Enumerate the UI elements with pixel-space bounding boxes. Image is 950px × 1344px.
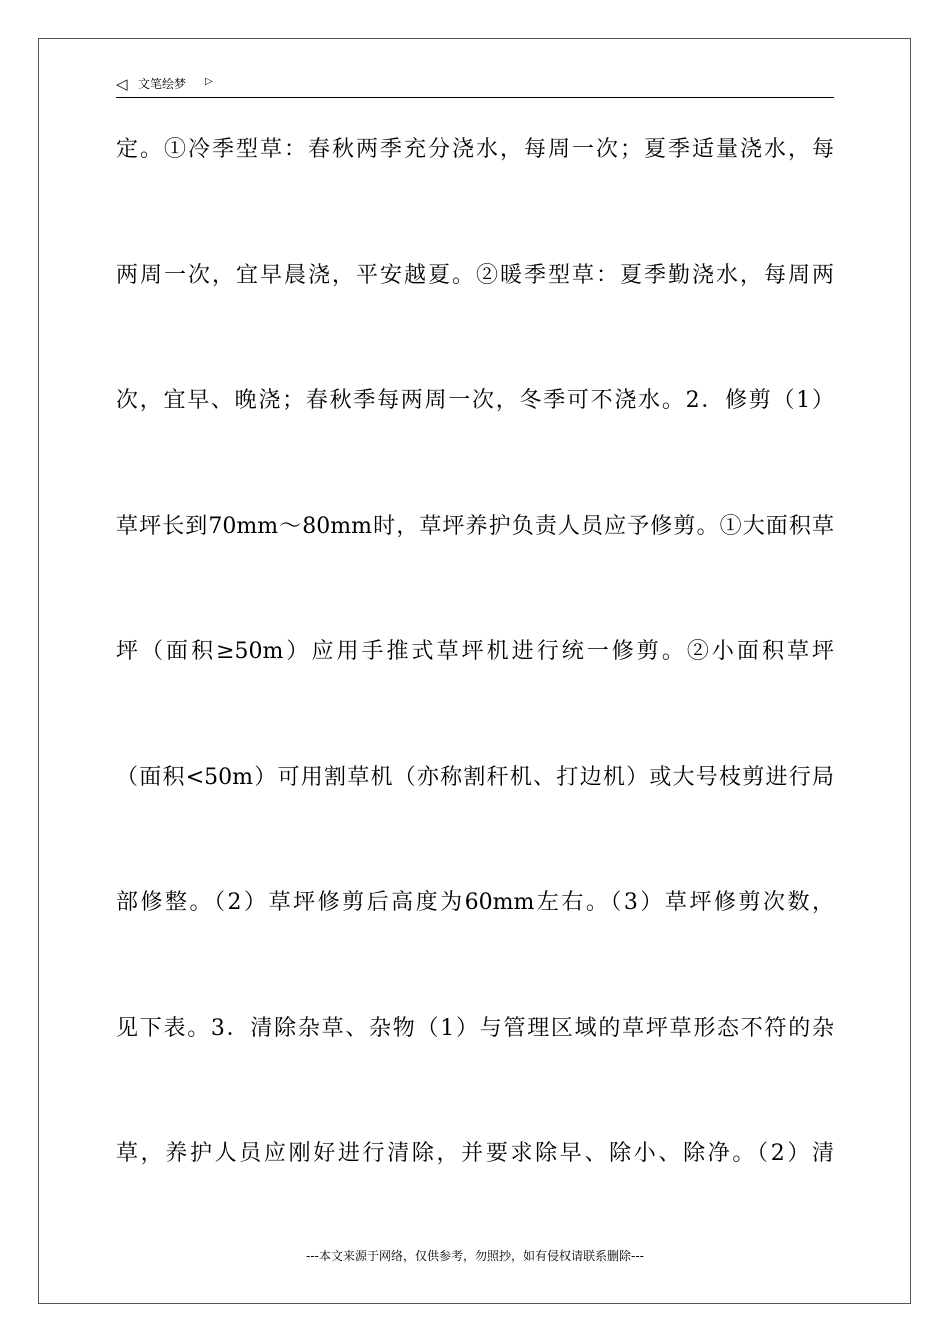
right-triangle-icon: ▷ — [205, 76, 213, 87]
text-line: 两周一次，宜早晨浇，平安越夏。②暖季型草：夏季勤浇水，每周两 — [116, 262, 834, 288]
text-line: 见下表。3．清除杂草、杂物（1）与管理区域的草坪草形态不符的杂 — [116, 1015, 834, 1041]
text-line: 部修整。（2）草坪修剪后高度为60mm左右。（3）草坪修剪次数， — [116, 890, 834, 915]
text-line: 坪（面积≥50m）应用手推式草坪机进行统一修剪。②小面积草坪 — [116, 639, 834, 664]
text-line: 定。①冷季型草：春秋两季充分浇水，每周一次；夏季适量浇水，每 — [116, 137, 834, 162]
text-line: 草，养护人员应刚好进行清除，并要求除早、除小、除净。（2）清 — [116, 1141, 834, 1166]
text-line: （面积<50m）可用割草机（亦称割秆机、打边机）或大号枝剪进行局 — [116, 764, 834, 790]
header-title: 文笔绘梦 — [138, 77, 187, 91]
left-triangle-icon: ◁ — [116, 75, 128, 93]
text-line: 草坪长到70mm～80mm时，草坪养护负责人员应予修剪。①大面积草 — [116, 513, 834, 539]
footer-disclaimer: ---本文来源于网络，仅供参考，勿照抄，如有侵权请联系删除--- — [306, 1249, 644, 1263]
text-line: 次，宜早、晚浇；春秋季每两周一次，冬季可不浇水。2．修剪（1） — [116, 388, 834, 413]
page-header — [116, 72, 834, 98]
body-text — [116, 132, 834, 1262]
